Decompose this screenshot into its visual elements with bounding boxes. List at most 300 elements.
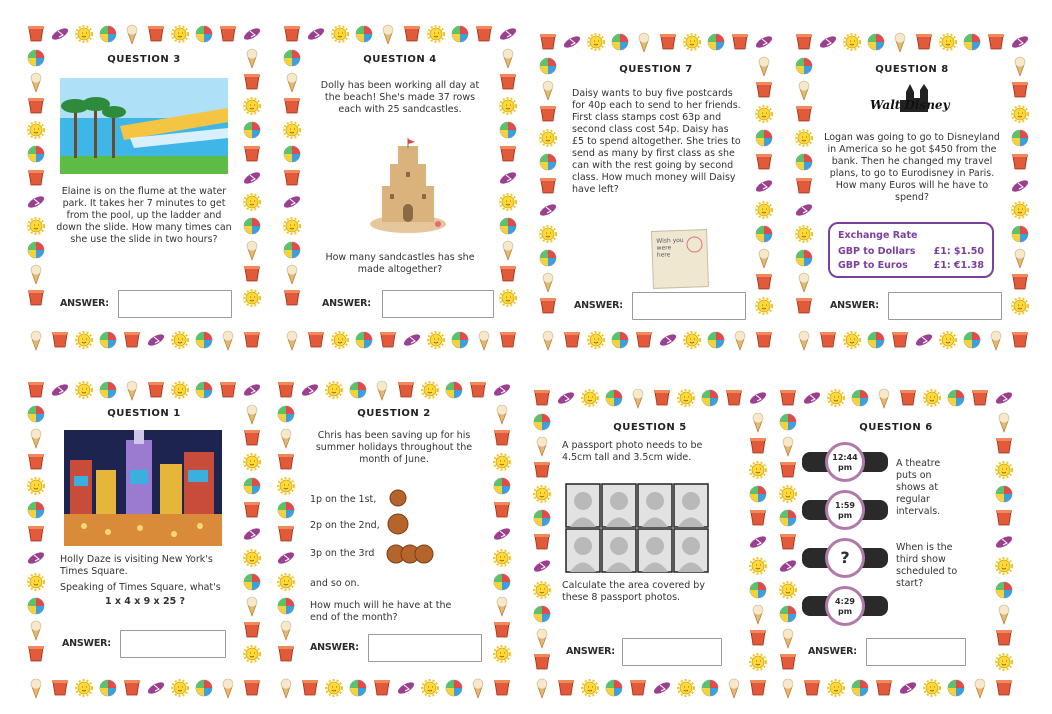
rate-label: GBP to Euros: [838, 260, 908, 271]
bucket-icon: [404, 26, 420, 41]
sun-icon: [422, 382, 438, 398]
answer-row: [566, 638, 746, 666]
icecream-icon: [1015, 249, 1025, 268]
sun-icon: [244, 550, 260, 566]
ball-icon: [28, 598, 44, 614]
icecream-icon: [879, 389, 889, 408]
passport-photos-grid: [564, 482, 710, 574]
sun-icon: [428, 332, 444, 348]
sun-icon: [996, 558, 1012, 574]
bucket-icon: [796, 34, 812, 49]
bucket-icon: [52, 332, 68, 347]
bucket-icon: [892, 332, 908, 347]
ball-icon: [196, 382, 212, 398]
icecream-icon: [537, 629, 547, 648]
sun-icon: [828, 390, 844, 406]
bucket-icon: [494, 622, 510, 637]
ball-icon: [964, 332, 980, 348]
bucket-icon: [244, 622, 260, 637]
flipflop-icon: [276, 550, 296, 566]
ball-icon: [780, 606, 796, 622]
bucket-icon: [28, 98, 44, 113]
bucket-icon: [244, 74, 260, 89]
sun-icon: [172, 382, 188, 398]
flipflop-icon: [818, 34, 838, 50]
water-slide-image: [60, 78, 228, 174]
ball-icon: [606, 680, 622, 696]
bucket-icon: [750, 680, 766, 695]
bucket-icon: [876, 680, 892, 695]
bucket-icon: [278, 454, 294, 469]
ball-icon: [100, 332, 116, 348]
icecream-icon: [503, 241, 513, 260]
ball-icon: [350, 680, 366, 696]
question-text: Chris has been saving up for his summer holidays throughout the month of June.: [315, 430, 473, 465]
flipflop-icon: [1010, 34, 1030, 50]
bucket-icon: [988, 34, 1004, 49]
answer-label: ANSWER:: [566, 646, 615, 657]
ball-icon: [28, 146, 44, 162]
bucket-icon: [28, 382, 44, 397]
flipflop-icon: [146, 680, 166, 696]
flipflop-icon: [652, 680, 672, 696]
watch-icon: 12:44 pm: [802, 442, 888, 482]
ball-icon: [750, 486, 766, 502]
sun-icon: [172, 680, 188, 696]
answer-label: ANSWER:: [574, 300, 623, 311]
icecream-icon: [473, 679, 483, 698]
ball-icon: [948, 680, 964, 696]
bucket-icon: [916, 34, 932, 49]
bucket-icon: [996, 630, 1012, 645]
bucket-icon: [302, 680, 318, 695]
ball-icon: [446, 680, 462, 696]
sun-icon: [940, 332, 956, 348]
bucket-icon: [540, 34, 556, 49]
ball-icon: [278, 598, 294, 614]
flipflop-icon: [794, 202, 814, 218]
watch-time: 4:29: [835, 597, 855, 606]
ball-icon: [284, 146, 300, 162]
bucket-icon: [996, 510, 1012, 525]
bucket-icon: [558, 680, 574, 695]
exchange-rate-box: [828, 222, 994, 278]
bucket-icon: [564, 332, 580, 347]
flipflop-icon: [1010, 178, 1030, 194]
sun-icon: [28, 218, 44, 234]
ball-icon: [350, 382, 366, 398]
flipflop-icon: [556, 390, 576, 406]
sun-icon: [796, 130, 812, 146]
bucket-icon: [244, 502, 260, 517]
icecream-icon: [287, 265, 297, 284]
sun-icon: [172, 26, 188, 42]
icecream-icon: [537, 437, 547, 456]
ball-icon: [612, 34, 628, 50]
sandcastle-image: [368, 138, 448, 236]
sun-icon: [172, 332, 188, 348]
bucket-icon: [534, 654, 550, 669]
bucket-icon: [630, 680, 646, 695]
bucket-icon: [28, 170, 44, 185]
passport-photo: [566, 529, 600, 572]
answer-box[interactable]: [866, 638, 966, 666]
bucket-icon: [28, 290, 44, 305]
bucket-icon: [1012, 154, 1028, 169]
answer-box[interactable]: [382, 290, 494, 318]
flipflop-icon: [242, 170, 262, 186]
icecream-icon: [287, 73, 297, 92]
flipflop-icon: [778, 558, 798, 574]
sun-icon: [796, 226, 812, 242]
ball-icon: [708, 332, 724, 348]
ball-icon: [284, 242, 300, 258]
flipflop-icon: [50, 382, 70, 398]
answer-row: [830, 292, 1010, 320]
bucket-icon: [308, 332, 324, 347]
question-text: Daisy wants to buy five postcards for 40p each to send to her friends. First class stamps cost 63p and second class cost 54p. Daisy has £5 to spend altogether. She tries to send as many by first class as she can with the rest going by second class. How much money will Daisy have left?: [572, 88, 741, 195]
ball-icon: [452, 26, 468, 42]
icecream-icon: [497, 597, 507, 616]
flipflop-icon: [538, 202, 558, 218]
icecream-icon: [759, 249, 769, 268]
icecream-icon: [543, 273, 553, 292]
icecream-icon: [543, 81, 553, 100]
ball-icon: [100, 382, 116, 398]
icecream-icon: [895, 33, 905, 52]
icecream-icon: [247, 241, 257, 260]
watch-unknown: ?: [840, 548, 850, 567]
ball-icon: [702, 390, 718, 406]
ball-icon: [100, 26, 116, 42]
ball-icon: [540, 154, 556, 170]
sun-icon: [780, 486, 796, 502]
ball-icon: [750, 582, 766, 598]
sun-icon: [244, 194, 260, 210]
bucket-icon: [780, 390, 796, 405]
answer-label: ANSWER:: [60, 298, 109, 309]
bucket-icon: [796, 106, 812, 121]
icecream-icon: [31, 679, 41, 698]
times-square-image: [64, 430, 222, 546]
rate-value: £1: €1.38: [933, 260, 984, 271]
bucket-icon: [900, 390, 916, 405]
watch-time: 12:44: [832, 453, 858, 462]
ball-icon: [534, 606, 550, 622]
passport-photo: [674, 529, 708, 572]
icecream-icon: [975, 679, 985, 698]
answer-label: ANSWER:: [310, 642, 359, 653]
question-text: Dolly has been working all day at the beach! She's made 37 rows each with 25 sandcastles.: [320, 80, 480, 115]
flipflop-icon: [492, 526, 512, 542]
sun-icon: [428, 26, 444, 42]
bucket-icon: [278, 382, 294, 397]
flipflop-icon: [396, 680, 416, 696]
answer-box[interactable]: [120, 630, 226, 658]
icecream-icon: [479, 331, 489, 350]
question-prompt: How many sandcastles has she made altogether?: [325, 252, 475, 275]
passport-photo: [602, 484, 636, 527]
sun-icon: [494, 454, 510, 470]
sun-icon: [244, 98, 260, 114]
bucket-icon: [220, 26, 236, 41]
flipflop-icon: [802, 390, 822, 406]
sun-icon: [500, 98, 516, 114]
bucket-icon: [494, 502, 510, 517]
sequence-line: and so on.: [310, 578, 360, 589]
question-1-card: [24, 378, 264, 700]
bucket-icon: [284, 26, 300, 41]
sun-icon: [332, 332, 348, 348]
sun-icon: [844, 34, 860, 50]
sun-icon: [756, 106, 772, 122]
flipflop-icon: [282, 194, 302, 210]
sun-icon: [326, 382, 342, 398]
sun-icon: [494, 646, 510, 662]
ball-icon: [500, 122, 516, 138]
bucket-icon: [780, 654, 796, 669]
icecream-icon: [377, 381, 387, 400]
icecream-icon: [281, 679, 291, 698]
sun-icon: [828, 680, 844, 696]
answer-row: [60, 290, 238, 318]
ball-icon: [244, 478, 260, 494]
bucket-icon: [220, 382, 236, 397]
icecream-icon: [537, 679, 547, 698]
answer-row: [574, 292, 754, 320]
answer-box[interactable]: [118, 290, 232, 318]
ball-icon: [446, 382, 462, 398]
sun-icon: [500, 194, 516, 210]
bucket-icon: [726, 390, 742, 405]
question-prompt: How much will he have at the end of the month?: [310, 600, 452, 623]
sun-icon: [678, 680, 694, 696]
flipflop-icon: [402, 332, 422, 348]
bucket-icon: [660, 34, 676, 49]
answer-box[interactable]: [888, 292, 1002, 320]
bucket-icon: [28, 26, 44, 41]
bucket-icon: [780, 534, 796, 549]
math-expression: 1 x 4 x 9 x 25 ?: [104, 596, 186, 607]
answer-box[interactable]: [368, 634, 482, 662]
bucket-icon: [750, 510, 766, 525]
icecream-icon: [991, 331, 1001, 350]
ball-icon: [278, 502, 294, 518]
icecream-icon: [783, 437, 793, 456]
answer-box[interactable]: [622, 638, 722, 666]
sun-icon: [76, 26, 92, 42]
ball-icon: [964, 34, 980, 50]
question-text: Logan was going to go to Disneyland in America so he got $450 from the bank. Then he changed my travel plans, to go to Eurodisney in Paris. How many Euros will he have to spend?: [824, 132, 1000, 203]
question-prompt: When is the third show scheduled to start?: [896, 542, 958, 589]
flipflop-icon: [50, 26, 70, 42]
bucket-icon: [284, 170, 300, 185]
question-prompt: Calculate the area covered by these 8 passport photos.: [562, 580, 705, 603]
sun-icon: [924, 680, 940, 696]
flipflop-icon: [658, 332, 678, 348]
icecream-icon: [799, 273, 809, 292]
disney-logo: Walt Disney: [870, 82, 960, 122]
bucket-icon: [540, 298, 556, 313]
bucket-icon: [750, 438, 766, 453]
postcard-stamp: [686, 236, 703, 253]
flipflop-icon: [498, 26, 518, 42]
answer-label: ANSWER:: [62, 638, 111, 649]
sun-icon: [582, 680, 598, 696]
sun-icon: [996, 462, 1012, 478]
ball-icon: [28, 502, 44, 518]
sun-icon: [244, 290, 260, 306]
bucket-icon: [470, 382, 486, 397]
bucket-icon: [244, 332, 260, 347]
icecream-icon: [783, 679, 793, 698]
ball-icon: [796, 154, 812, 170]
icecream-icon: [31, 73, 41, 92]
question-6-card: [776, 386, 1016, 700]
bucket-icon: [540, 178, 556, 193]
bucket-icon: [28, 454, 44, 469]
ball-icon: [852, 390, 868, 406]
icecream-icon: [281, 429, 291, 448]
bucket-icon: [636, 332, 652, 347]
flipflop-icon: [492, 382, 512, 398]
sun-icon: [278, 574, 294, 590]
sun-icon: [750, 462, 766, 478]
bucket-icon: [124, 680, 140, 695]
sun-icon: [684, 34, 700, 50]
answer-label: ANSWER:: [808, 646, 857, 657]
answer-row: [322, 290, 500, 318]
passport-photo: [674, 484, 708, 527]
bucket-icon: [540, 106, 556, 121]
answer-row: [808, 638, 988, 666]
bucket-icon: [500, 146, 516, 161]
bucket-icon: [284, 290, 300, 305]
question-title: QUESTION 2: [357, 408, 431, 419]
sun-icon: [582, 390, 598, 406]
ball-icon: [534, 510, 550, 526]
sun-icon: [28, 478, 44, 494]
bucket-icon: [654, 390, 670, 405]
bucket-icon: [996, 438, 1012, 453]
ball-icon: [494, 574, 510, 590]
question-title: QUESTION 5: [613, 422, 687, 433]
sun-icon: [756, 202, 772, 218]
bucket-icon: [820, 332, 836, 347]
ball-icon: [852, 680, 868, 696]
passport-photo: [566, 484, 600, 527]
icecream-icon: [633, 389, 643, 408]
sun-icon: [540, 130, 556, 146]
bucket-icon: [476, 26, 492, 41]
ball-icon: [606, 390, 622, 406]
sun-icon: [500, 290, 516, 306]
question-3-card: [24, 22, 264, 352]
sun-icon: [996, 654, 1012, 670]
question-text: Speaking of Times Square, what's: [60, 582, 221, 593]
postcard-text: Wish you were here: [656, 236, 684, 259]
ball-icon: [196, 26, 212, 42]
postcard-image: [651, 229, 709, 289]
question-title: QUESTION 8: [875, 64, 949, 75]
sun-icon: [844, 332, 860, 348]
sun-icon: [76, 680, 92, 696]
icecream-icon: [999, 605, 1009, 624]
question-title: QUESTION 1: [107, 408, 181, 419]
question-text: Elaine is on the flume at the water park. It takes her 7 minutes to get from the pool, up the ladder and down the slide. How many times can she use the slide in two hours?: [56, 186, 232, 245]
flipflop-icon: [242, 382, 262, 398]
bucket-icon: [494, 680, 510, 695]
ball-icon: [494, 478, 510, 494]
question-4-card: [280, 22, 520, 352]
sun-icon: [494, 550, 510, 566]
ball-icon: [1012, 130, 1028, 146]
rate-label: GBP to Dollars: [838, 246, 916, 257]
icecream-icon: [383, 25, 393, 44]
flipflop-icon: [754, 34, 774, 50]
answer-row: [310, 634, 490, 662]
bucket-icon: [244, 430, 260, 445]
icecream-icon: [543, 331, 553, 350]
icecream-icon: [729, 679, 739, 698]
flipflop-icon: [532, 558, 552, 574]
ball-icon: [1012, 226, 1028, 242]
icecream-icon: [735, 331, 745, 350]
bucket-icon: [124, 332, 140, 347]
coins-image: [384, 484, 444, 568]
bucket-icon: [1012, 332, 1028, 347]
bucket-icon: [1012, 82, 1028, 97]
flipflop-icon: [146, 332, 166, 348]
ball-icon: [996, 582, 1012, 598]
flipflop-icon: [26, 194, 46, 210]
bucket-icon: [244, 146, 260, 161]
icecream-icon: [127, 381, 137, 400]
question-title: QUESTION 6: [859, 422, 933, 433]
icecream-icon: [31, 331, 41, 350]
flipflop-icon: [748, 534, 768, 550]
question-text: Holly Daze is visiting New York's Times Square.: [60, 554, 213, 577]
bucket-icon: [534, 462, 550, 477]
ball-icon: [780, 510, 796, 526]
bucket-icon: [756, 154, 772, 169]
icecream-icon: [223, 331, 233, 350]
answer-box[interactable]: [632, 292, 746, 320]
passport-photo: [602, 529, 636, 572]
watch-list: [802, 442, 888, 628]
icecream-icon: [753, 605, 763, 624]
sun-icon: [278, 478, 294, 494]
bucket-icon: [380, 332, 396, 347]
rate-value: £1: $1.50: [933, 246, 984, 257]
flipflop-icon: [498, 170, 518, 186]
sequence-line: 3p on the 3rd: [310, 548, 375, 559]
ball-icon: [244, 218, 260, 234]
icecream-icon: [287, 331, 297, 350]
sun-icon: [326, 680, 342, 696]
ball-icon: [948, 390, 964, 406]
sun-icon: [534, 582, 550, 598]
bucket-icon: [732, 34, 748, 49]
ball-icon: [612, 332, 628, 348]
sun-icon: [940, 34, 956, 50]
bucket-icon: [148, 382, 164, 397]
exchange-rate-title: Exchange Rate: [838, 230, 918, 241]
sun-icon: [924, 390, 940, 406]
sun-icon: [244, 454, 260, 470]
ball-icon: [796, 250, 812, 266]
watch-icon: 1:59 pm: [802, 490, 888, 530]
